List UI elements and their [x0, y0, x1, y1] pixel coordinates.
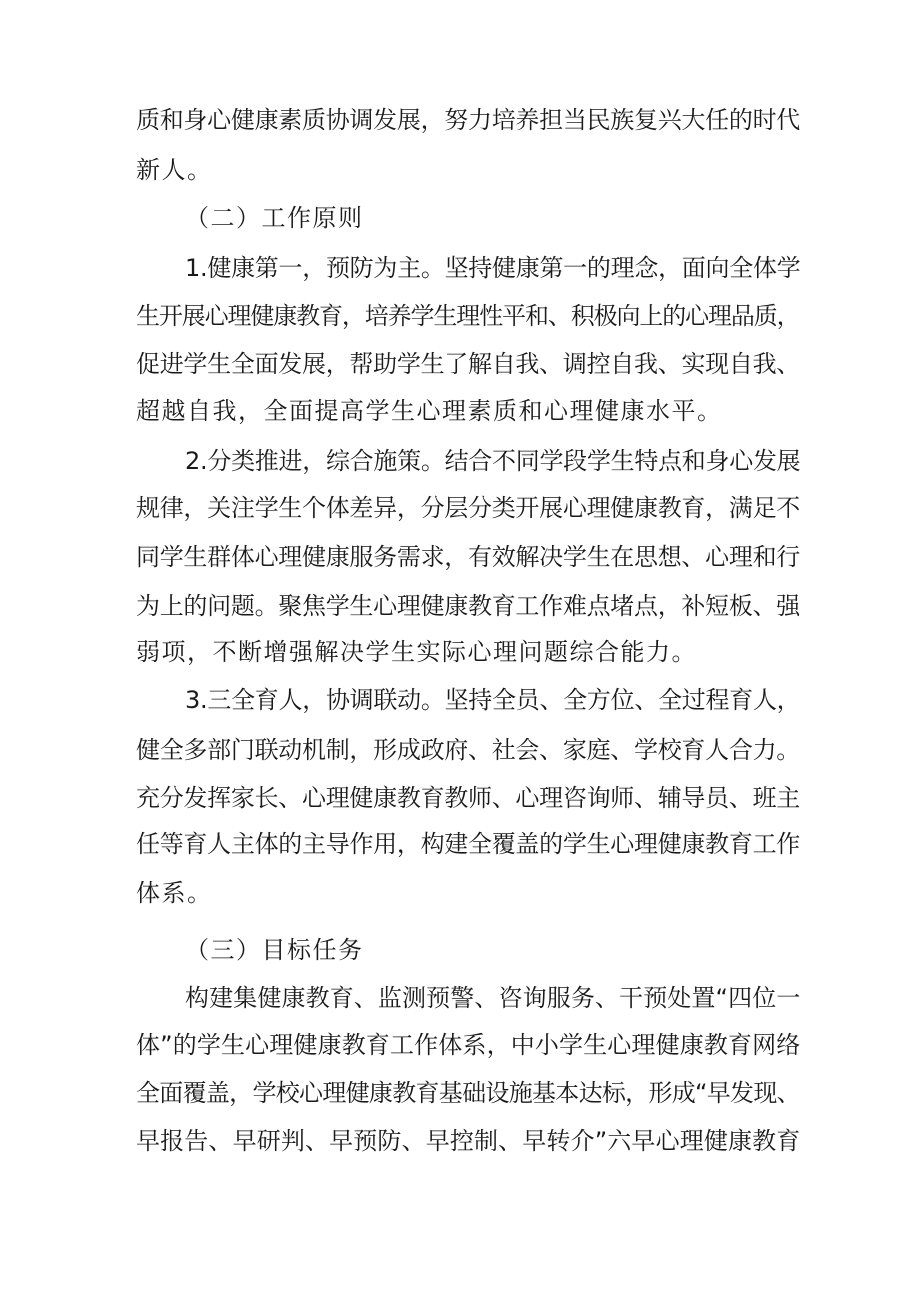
goals-line-3: 全面覆盖，学校心理健康教育基础设施基本达标，形成“早发现、 — [136, 1079, 800, 1107]
text-line-1: 质和身心健康素质协调发展，努力培养担当民族复兴大任的时代 — [136, 106, 800, 134]
principle-3-line-5: 体系。 — [136, 879, 213, 907]
principle-1-line-1: 1.健康第一，预防为主。坚持健康第一的理念，面向全体学 — [185, 254, 801, 282]
principle-1-line-2: 生开展心理健康教育，培养学生理性平和、积极向上的心理品质， — [136, 302, 800, 330]
principle-2-line-2: 规律，关注学生个体差异，分层分类开展心理健康教育，满足不 — [136, 494, 800, 522]
principle-3-line-3: 充分发挥家长、心理健康教育教师、心理咨询师、辅导员、班主 — [136, 784, 800, 812]
principle-2-line-5: 弱项，不断增强解决学生实际心理问题综合能力。 — [136, 638, 697, 666]
principle-1-line-4: 超越自我，全面提高学生心理素质和心理健康水平。 — [136, 397, 723, 425]
section-heading-goals: （三）目标任务 — [185, 936, 364, 964]
principle-2-line-1: 2.分类推进，综合施策。结合不同学段学生特点和身心发展 — [185, 447, 801, 475]
principle-2-line-4: 为上的问题。聚焦学生心理健康教育工作难点堵点，补短板、强 — [136, 592, 800, 620]
section-heading-principles: （二）工作原则 — [185, 204, 364, 232]
principle-3-line-1: 3.三全育人，协调联动。坚持全员、全方位、全过程育人， — [185, 686, 801, 714]
principle-2-line-3: 同学生群体心理健康服务需求，有效解决学生在思想、心理和行 — [136, 543, 800, 571]
principle-3-line-4: 任等育人主体的主导作用，构建全覆盖的学生心理健康教育工作 — [136, 830, 800, 858]
principle-1-line-3: 促进学生全面发展，帮助学生了解自我、调控自我、实现自我、 — [136, 350, 800, 378]
goals-line-1: 构建集健康教育、监测预警、咨询服务、干预处置“四位一 — [185, 984, 801, 1012]
goals-line-2: 体”的学生心理健康教育工作体系，中小学生心理健康教育网络 — [136, 1031, 801, 1059]
principle-3-line-2: 健全多部门联动机制，形成政府、社会、家庭、学校育人合力。 — [136, 736, 800, 764]
goals-line-4: 早报告、早研判、早预防、早控制、早转介”六早心理健康教育 — [136, 1127, 801, 1155]
text-line-2: 新人。 — [136, 156, 213, 184]
